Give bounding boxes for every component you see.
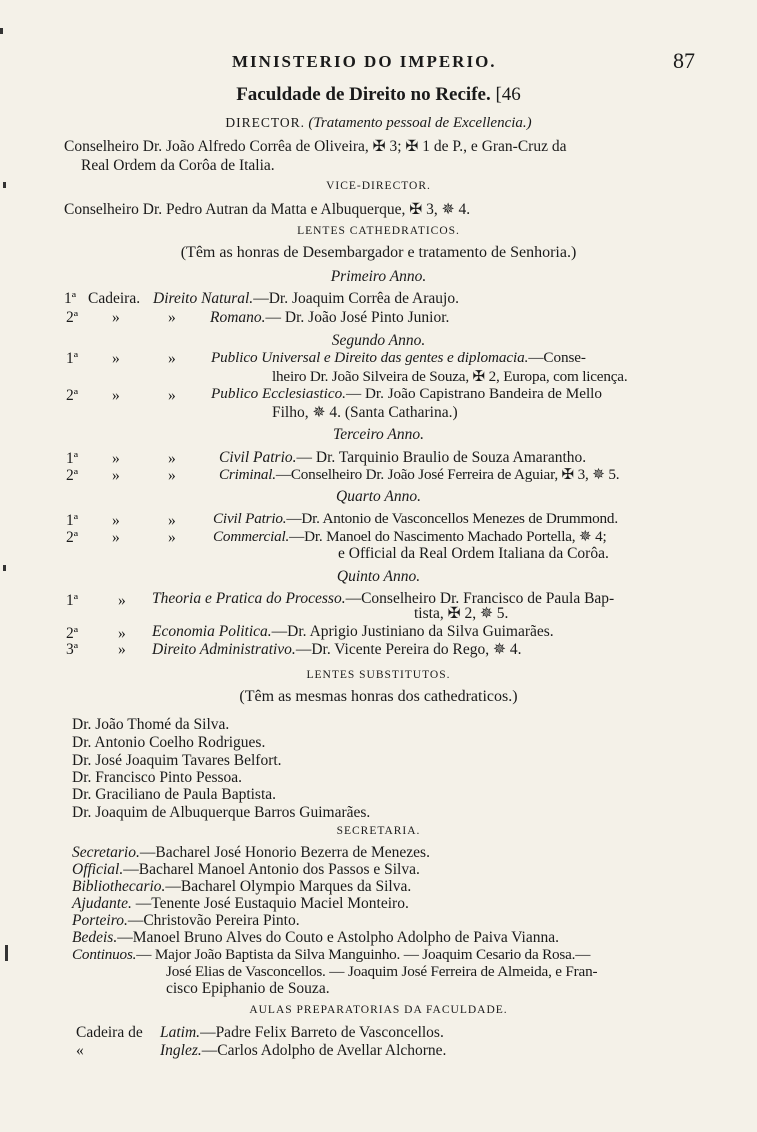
y4-row2 bbox=[213, 527, 606, 546]
staff-role: Continuos. bbox=[72, 946, 137, 963]
staff-row bbox=[72, 929, 559, 947]
y2-row2-num: 2ª bbox=[66, 387, 79, 404]
vice-director-label: VICE-DIRECTOR. bbox=[326, 180, 431, 192]
y2-row2-subject: Publico Ecclesiastico. bbox=[211, 385, 346, 402]
y5-row1-ditto: » bbox=[118, 592, 126, 609]
y3-row1-ditto1: » bbox=[112, 450, 120, 467]
staff-text: —Bacharel Olympio Marques da Silva. bbox=[165, 878, 412, 895]
substitute-name: Dr. Joaquim de Albuquerque Barros Guimarães. bbox=[72, 804, 371, 821]
y2-row2-ditto1: » bbox=[112, 387, 120, 404]
y5-row1-cont: tista, ✠ 2, ✵ 5. bbox=[414, 605, 509, 622]
aulas-row1-text: —Padre Felix Barreto de Vasconcellos. bbox=[200, 1024, 444, 1041]
aulas-row1 bbox=[160, 1024, 444, 1042]
y2-row1-subject: Publico Universal e Direito das gentes e diplomacia. bbox=[211, 349, 529, 366]
aulas-row1-subject: Latim. bbox=[160, 1024, 201, 1041]
y4-row1-num: 1ª bbox=[66, 512, 79, 529]
staff-role: Official. bbox=[72, 861, 124, 878]
staff-row bbox=[72, 895, 409, 913]
y5-row3 bbox=[152, 640, 522, 659]
staff-text: —Christovão Pereira Pinto. bbox=[127, 912, 300, 929]
y2-row1-rest: —Conse- bbox=[528, 349, 586, 366]
y4-row2-rest: —Dr. Manoel do Nascimento Machado Portella, ✵ 4; bbox=[289, 528, 607, 545]
staff-role: Bibliothecario. bbox=[72, 878, 166, 895]
y1-row2-subject: Romano. bbox=[210, 309, 266, 326]
staff-role: Ajudante. bbox=[72, 895, 132, 912]
staff-cont-2: cisco Epiphanio de Souza. bbox=[166, 980, 330, 997]
y5-row3-subject: Direito Administrativo. bbox=[152, 641, 296, 658]
y1-row1-num: 1ª bbox=[64, 290, 77, 307]
y3-row1-ditto2: » bbox=[168, 450, 176, 467]
substitute-name: Dr. Antonio Coelho Rodrigues. bbox=[72, 734, 266, 751]
y4-row2-subject: Commercial. bbox=[213, 528, 290, 545]
aulas-row2-subject: Inglez. bbox=[160, 1042, 202, 1059]
faculty-note: [46 bbox=[495, 84, 521, 105]
staff-role: Porteiro. bbox=[72, 912, 128, 929]
staff-cont-1: José Elias de Vasconcellos. — Joaquim José Ferreira de Almeida, e Fran- bbox=[166, 963, 598, 980]
y5-row2-subject: Economia Politica. bbox=[152, 623, 272, 640]
y1-row1-subject: Direito Natural. bbox=[153, 290, 254, 307]
y3-row1-rest: — Dr. Tarquinio Braulio de Souza Amarantho. bbox=[296, 449, 587, 466]
y5-row3-num: 3ª bbox=[66, 641, 79, 658]
cathedraticos-label: LENTES CATHEDRATICOS. bbox=[297, 225, 460, 237]
y1-row2 bbox=[210, 309, 449, 327]
substitute-name: Dr. José Joaquim Tavares Belfort. bbox=[72, 752, 282, 769]
cathedraticos-note: (Têm as honras de Desembargador e tratamento de Senhoria.) bbox=[180, 244, 577, 261]
margin-mark bbox=[5, 945, 8, 961]
year-3-title: Terceiro Anno. bbox=[333, 426, 424, 443]
y3-row1-subject: Civil Patrio. bbox=[219, 449, 297, 466]
y4-row1-ditto2: » bbox=[168, 512, 176, 529]
y1-row2-ditto2: » bbox=[168, 309, 176, 326]
y5-row1-num: 1ª bbox=[66, 592, 79, 609]
y4-row2-ditto2: » bbox=[168, 529, 176, 546]
y3-row2-subject: Criminal. bbox=[219, 466, 276, 483]
y2-row1-ditto1: » bbox=[112, 350, 120, 367]
y5-row1 bbox=[152, 590, 614, 608]
y2-row2-ditto2: » bbox=[168, 387, 176, 404]
substitutos-label: LENTES SUBSTITUTOS. bbox=[306, 669, 451, 681]
staff-role: Bedeis. bbox=[72, 929, 118, 946]
staff-role: Secretario. bbox=[72, 844, 140, 861]
aulas-row2-text: —Carlos Adolpho de Avellar Alchorne. bbox=[201, 1042, 447, 1059]
substitute-name: Dr. Francisco Pinto Pessoa. bbox=[72, 769, 243, 786]
substitutos-note: (Têm as mesmas honras dos cathedraticos.) bbox=[239, 688, 518, 705]
substitute-name: Dr. Graciliano de Paula Baptista. bbox=[72, 786, 277, 803]
substitute-name: Dr. João Thomé da Silva. bbox=[72, 716, 230, 733]
y5-row2 bbox=[152, 623, 554, 641]
y3-row2 bbox=[219, 465, 619, 484]
director-line-1: Conselheiro Dr. João Alfredo Corrêa de Oliveira, ✠ 3; ✠ 1 de P., e Gran-Cruz da bbox=[64, 138, 567, 155]
year-5-title: Quinto Anno. bbox=[336, 568, 421, 585]
y2-row2 bbox=[211, 385, 602, 403]
y2-row1 bbox=[211, 349, 586, 367]
y4-row1 bbox=[213, 510, 618, 528]
staff-row bbox=[72, 861, 420, 879]
vice-director-line: Conselheiro Dr. Pedro Autran da Matta e Albuquerque, ✠ 3, ✵ 4. bbox=[64, 201, 471, 218]
staff-text: —Tenente José Eustaquio Maciel Monteiro. bbox=[131, 895, 409, 912]
y4-row1-ditto1: » bbox=[112, 512, 120, 529]
staff-text: — Major João Baptista da Silva Manguinho. — Joaquim Cesario da Rosa.— bbox=[136, 946, 591, 963]
y4-row2-ditto1: » bbox=[112, 529, 120, 546]
director-treatment: (Tratamento pessoal de Excellencia.) bbox=[308, 115, 532, 131]
y1-row1-rest: —Dr. Joaquim Corrêa de Araujo. bbox=[253, 290, 459, 307]
director-heading bbox=[0, 115, 757, 132]
staff-row bbox=[72, 912, 300, 930]
y5-row3-rest: —Dr. Vicente Pereira do Rego, ✵ 4. bbox=[295, 641, 522, 658]
y4-row1-subject: Civil Patrio. bbox=[213, 510, 287, 527]
y2-row1-num: 1ª bbox=[66, 350, 79, 367]
year-4-title: Quarto Anno. bbox=[336, 488, 421, 505]
y5-row2-rest: —Dr. Aprigio Justiniano da Silva Guimarães. bbox=[271, 623, 554, 640]
y5-row1-subject: Theoria e Pratica do Processo. bbox=[152, 590, 346, 607]
y2-row1-cont: lheiro Dr. João Silveira de Souza, ✠ 2, Europa, com licença. bbox=[272, 368, 628, 385]
y3-row2-ditto2: » bbox=[168, 467, 176, 484]
margin-mark bbox=[0, 28, 3, 34]
y3-row2-ditto1: » bbox=[112, 467, 120, 484]
staff-text: —Bacharel Manoel Antonio dos Passos e Silva. bbox=[123, 861, 420, 878]
y3-row2-num: 2ª bbox=[66, 467, 79, 484]
y2-row2-rest: — Dr. João Capistrano Bandeira de Mello bbox=[345, 385, 602, 402]
aulas-label: AULAS PREPARATORIAS DA FACULDADE. bbox=[249, 1004, 508, 1016]
y4-row2-num: 2ª bbox=[66, 529, 79, 546]
y3-row2-rest: —Conselheiro Dr. João José Ferreira de Aguiar, ✠ 3, ✵ 5. bbox=[275, 466, 620, 483]
staff-row bbox=[72, 946, 590, 964]
y1-row2-rest: — Dr. João José Pinto Junior. bbox=[265, 309, 450, 326]
y1-row1-cadeira: Cadeira. bbox=[88, 290, 141, 307]
aulas-row2 bbox=[160, 1042, 446, 1060]
staff-row bbox=[72, 878, 411, 896]
year-1-title: Primeiro Anno. bbox=[330, 268, 427, 285]
y5-row3-ditto: » bbox=[118, 641, 126, 658]
director-label: DIRECTOR. bbox=[225, 115, 305, 130]
y2-row1-ditto2: » bbox=[168, 350, 176, 367]
y4-row2-cont: e Official da Real Ordem Italiana da Corôa. bbox=[338, 545, 609, 562]
aulas-row1-lead: Cadeira de bbox=[76, 1024, 143, 1041]
staff-row bbox=[72, 844, 430, 862]
director-line-2: Real Ordem da Corôa de Italia. bbox=[81, 157, 275, 174]
y3-row1-num: 1ª bbox=[66, 450, 79, 467]
y5-row2-num: 2ª bbox=[66, 625, 79, 642]
y4-row1-rest: —Dr. Antonio de Vasconcellos Menezes de Drummond. bbox=[286, 510, 618, 527]
faculty-name: Faculdade de Direito no Recife. bbox=[236, 84, 491, 105]
y1-row2-ditto1: » bbox=[112, 309, 120, 326]
y1-row1 bbox=[153, 290, 459, 308]
running-header: MINISTERIO DO IMPERIO. bbox=[232, 52, 497, 71]
page-number: 87 bbox=[673, 48, 695, 73]
secretaria-label: SECRETARIA. bbox=[336, 825, 421, 837]
y2-row2-cont: Filho, ✵ 4. (Santa Catharina.) bbox=[272, 404, 458, 421]
staff-text: —Manoel Bruno Alves do Couto e Astolpho Adolpho de Paiva Vianna. bbox=[117, 929, 559, 946]
year-2-title: Segundo Anno. bbox=[331, 332, 426, 349]
y1-row2-num: 2ª bbox=[66, 309, 79, 326]
staff-text: —Bacharel José Honorio Bezerra de Menezes. bbox=[139, 844, 430, 861]
y5-row1-rest: —Conselheiro Dr. Francisco de Paula Bap- bbox=[345, 590, 615, 607]
aulas-row2-lead: « bbox=[76, 1042, 84, 1059]
faculty-title bbox=[0, 84, 757, 106]
y5-row2-ditto: » bbox=[118, 625, 126, 642]
